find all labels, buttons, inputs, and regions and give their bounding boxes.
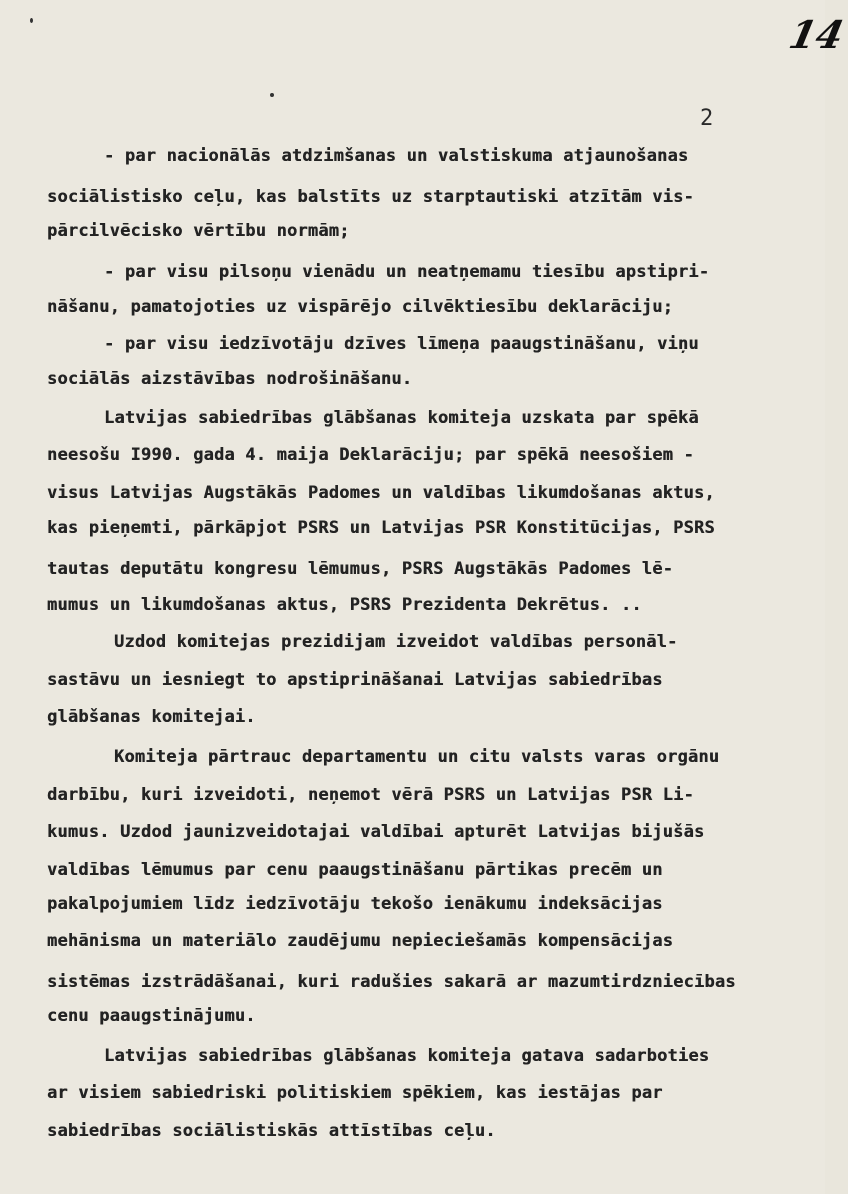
ink-speck xyxy=(30,18,33,23)
text-line: pakalpojumiem līdz iedzīvotāju tekošo ienākumu indeksācijas xyxy=(47,894,663,914)
text-line: Uzdod komitejas prezidijam izveidot valdības personāl- xyxy=(114,632,678,652)
text-line: cenu paaugstinājumu. xyxy=(47,1006,256,1026)
text-line: tautas deputātu kongresu lēmumus, PSRS Augstākās Padomes lē- xyxy=(47,559,674,579)
text-line: nāšanu, pamatojoties uz vispārējo cilvēktiesību deklarāciju; xyxy=(47,297,674,317)
text-line: mumus un likumdošanas aktus, PSRS Prezidenta Dekrētus. .. xyxy=(47,595,642,615)
text-line: - par visu iedzīvotāju dzīves līmeņa paaugstināšanu, viņu xyxy=(104,334,699,354)
archive-folio-number: 14 xyxy=(785,12,848,57)
text-line: sastāvu un iesniegt to apstiprināšanai Latvijas sabiedrības xyxy=(47,670,663,690)
text-line: sociālistisko ceļu, kas balstīts uz starptautiski atzītām vis- xyxy=(47,187,694,207)
text-line: darbību, kuri izveidoti, neņemot vērā PSRS un Latvijas PSR Li- xyxy=(47,785,694,805)
ink-speck xyxy=(270,93,274,97)
text-line: sistēmas izstrādāšanai, kuri radušies sakarā ar mazumtirdzniecības xyxy=(47,972,736,992)
text-line: - par visu pilsoņu vienādu un neatņemamu tiesību apstipri- xyxy=(104,262,710,282)
text-line: - par nacionālās atdzimšanas un valstiskuma atjaunošanas xyxy=(104,146,689,166)
text-line: Komiteja pārtrauc departamentu un citu valsts varas orgānu xyxy=(114,747,720,767)
text-line: kas pieņemti, pārkāpjot PSRS un Latvijas PSR Konstitūcijas, PSRS xyxy=(47,518,715,538)
text-line: Latvijas sabiedrības glābšanas komiteja uzskata par spēkā xyxy=(104,408,699,428)
text-line: mehānisma un materiālo zaudējumu nepieciešamās kompensācijas xyxy=(47,931,674,951)
text-line: glābšanas komitejai. xyxy=(47,707,256,727)
text-line: pārcilvēcisko vērtību normām; xyxy=(47,221,350,241)
text-line: valdības lēmumus par cenu paaugstināšanu pārtikas precēm un xyxy=(47,860,663,880)
text-line: visus Latvijas Augstākās Padomes un valdības likumdošanas aktus, xyxy=(47,483,715,503)
text-line: kumus. Uzdod jaunizveidotajai valdībai apturēt Latvijas bijušās xyxy=(47,822,705,842)
text-line: ar visiem sabiedriski politiskiem spēkiem, kas iestājas par xyxy=(47,1083,663,1103)
text-line: neesošu I990. gada 4. maija Deklarāciju; par spēkā neesošiem - xyxy=(47,445,694,465)
text-line: Latvijas sabiedrības glābšanas komiteja gatava sadarboties xyxy=(104,1046,710,1066)
text-line: sociālās aizstāvības nodrošināšanu. xyxy=(47,369,413,389)
text-line: sabiedrības sociālistiskās attīstības ceļu. xyxy=(47,1121,496,1141)
page-number: 2 xyxy=(700,106,714,131)
